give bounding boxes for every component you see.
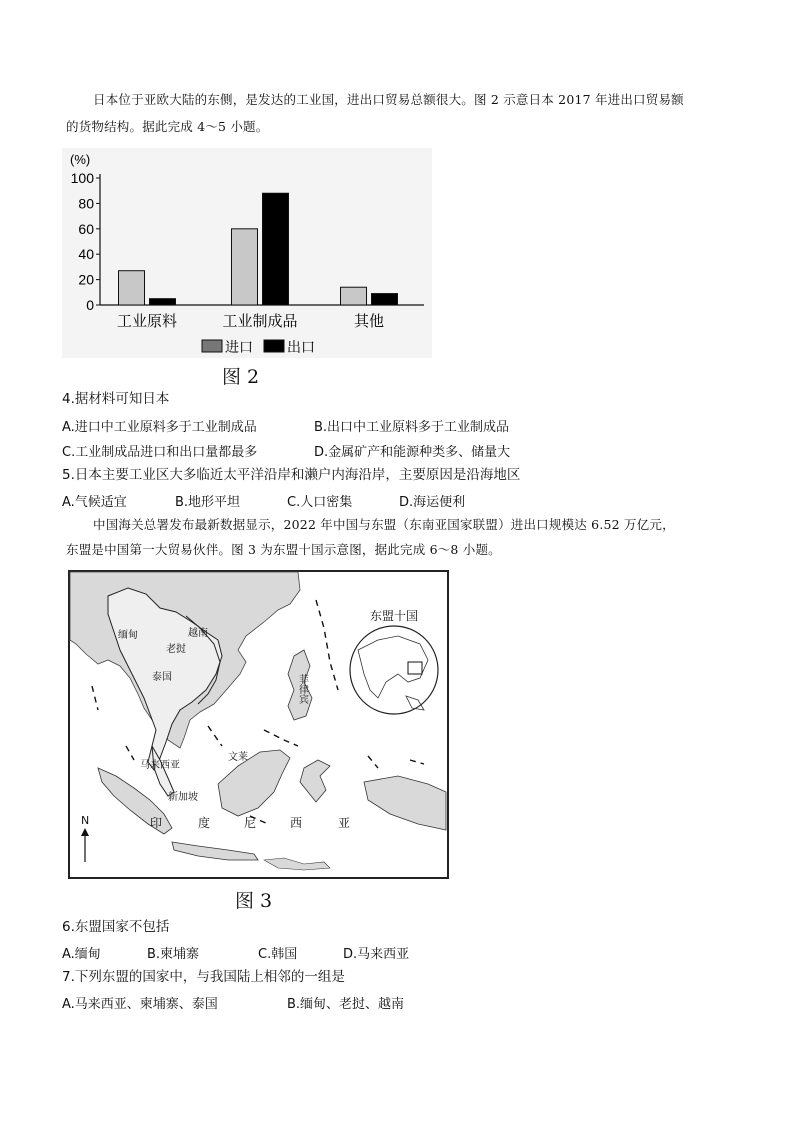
question-5-option-c[interactable]: C.人口密集 [287, 495, 353, 510]
north-label: N [81, 814, 90, 827]
question-6-option-c[interactable]: C.韩国 [258, 947, 298, 962]
question-4-option-b[interactable]: B.出口中工业原料多于工业制成品 [314, 420, 510, 435]
x-tick-label: 工业原料 [116, 312, 178, 330]
question-6-stem: 6.东盟国家不包括 [62, 919, 170, 935]
question-4-option-d[interactable]: D.金属矿产和能源种类多、储量大 [314, 445, 511, 460]
question-5-option-d[interactable]: D.海运便利 [399, 495, 466, 510]
question-5-option-b[interactable]: B.地形平坦 [175, 495, 241, 510]
question-4-option-a[interactable]: A.进口中工业原料多于工业制成品 [62, 420, 257, 435]
question-6-option-a[interactable]: A.缅甸 [62, 947, 101, 962]
y-tick-label: 100 [70, 170, 94, 186]
label-indonesia-5: 亚 [338, 816, 351, 830]
bar-import-1 [119, 271, 145, 305]
legend-label-import: 进口 [225, 340, 253, 356]
y-tick-label: 60 [78, 220, 94, 237]
question-4-stem: 4.据材料可知日本 [62, 391, 170, 407]
bar-import-3 [341, 287, 367, 305]
question-5-option-a[interactable]: A.气候适宜 [62, 495, 127, 510]
y-tick-label: 80 [78, 195, 94, 212]
question-7-stem: 7.下列东盟的国家中，与我国陆上相邻的一组是 [62, 969, 345, 985]
bar-export-3 [372, 294, 398, 305]
question-6-option-b[interactable]: B.柬埔寨 [147, 947, 200, 962]
intro-japan-line2: 的货物结构。据此完成 4～5 小题。 [66, 119, 269, 134]
bar-export-2 [263, 193, 289, 305]
y-tick-label: 20 [78, 271, 94, 288]
intro-asean-line1: 中国海关总署发布最新数据显示，2022 年中国与东盟（东南亚国家联盟）进出口规模达 6.52 万亿元， [93, 517, 675, 532]
question-5-stem: 5.日本主要工业区大多临近太平洋沿岸和濑户内海沿岸，主要原因是沿海地区 [62, 467, 521, 483]
label-indonesia-2: 度 [198, 816, 211, 830]
label-malaysia: 马来西亚 [140, 760, 180, 771]
y-tick-label: 40 [78, 246, 94, 263]
y-tick-label: 0 [86, 297, 94, 313]
question-6-option-d[interactable]: D.马来西亚 [343, 947, 410, 962]
label-laos: 老挝 [166, 644, 186, 655]
label-vietnam: 越南 [188, 628, 208, 639]
legend-swatch-import [202, 340, 222, 352]
question-7-option-a[interactable]: A.马来西亚、柬埔寨、泰国 [62, 997, 218, 1012]
y-axis-label: (%) [70, 152, 91, 167]
trade-structure-chart [62, 148, 432, 358]
bar-import-2 [232, 229, 258, 305]
figure-3-caption: 图 3 [235, 890, 273, 912]
label-singapore: 新加坡 [168, 792, 198, 803]
label-indonesia-4: 西 [290, 816, 303, 830]
legend-swatch-export [264, 340, 284, 352]
inset-title: 东盟十国 [370, 609, 419, 623]
legend-label-export: 出口 [287, 340, 315, 356]
asean-map [68, 570, 449, 879]
label-thailand: 泰国 [152, 672, 172, 683]
intro-japan-line1: 日本位于亚欧大陆的东侧，是发达的工业国，进出口贸易总额很大。图 2 示意日本 2017 年进出口贸易额 [93, 92, 684, 107]
label-indonesia-3: 尼 [244, 816, 257, 830]
x-tick-label: 其他 [353, 312, 385, 330]
intro-asean-line2: 东盟是中国第一大贸易伙伴。图 3 为东盟十国示意图，据此完成 6～8 小题。 [66, 542, 501, 557]
question-7-option-b[interactable]: B.缅甸、老挝、越南 [287, 997, 405, 1012]
question-4-option-c[interactable]: C.工业制成品进口和出口量都最多 [62, 445, 258, 460]
label-brunei: 文莱 [228, 752, 248, 763]
bar-export-1 [150, 299, 176, 305]
x-tick-label: 工业制成品 [222, 312, 298, 330]
label-myanmar: 缅甸 [118, 630, 138, 641]
figure-2-caption: 图 2 [222, 366, 260, 388]
label-philippines: 菲律宾 [296, 674, 308, 704]
label-indonesia-1: 印 [150, 816, 163, 830]
